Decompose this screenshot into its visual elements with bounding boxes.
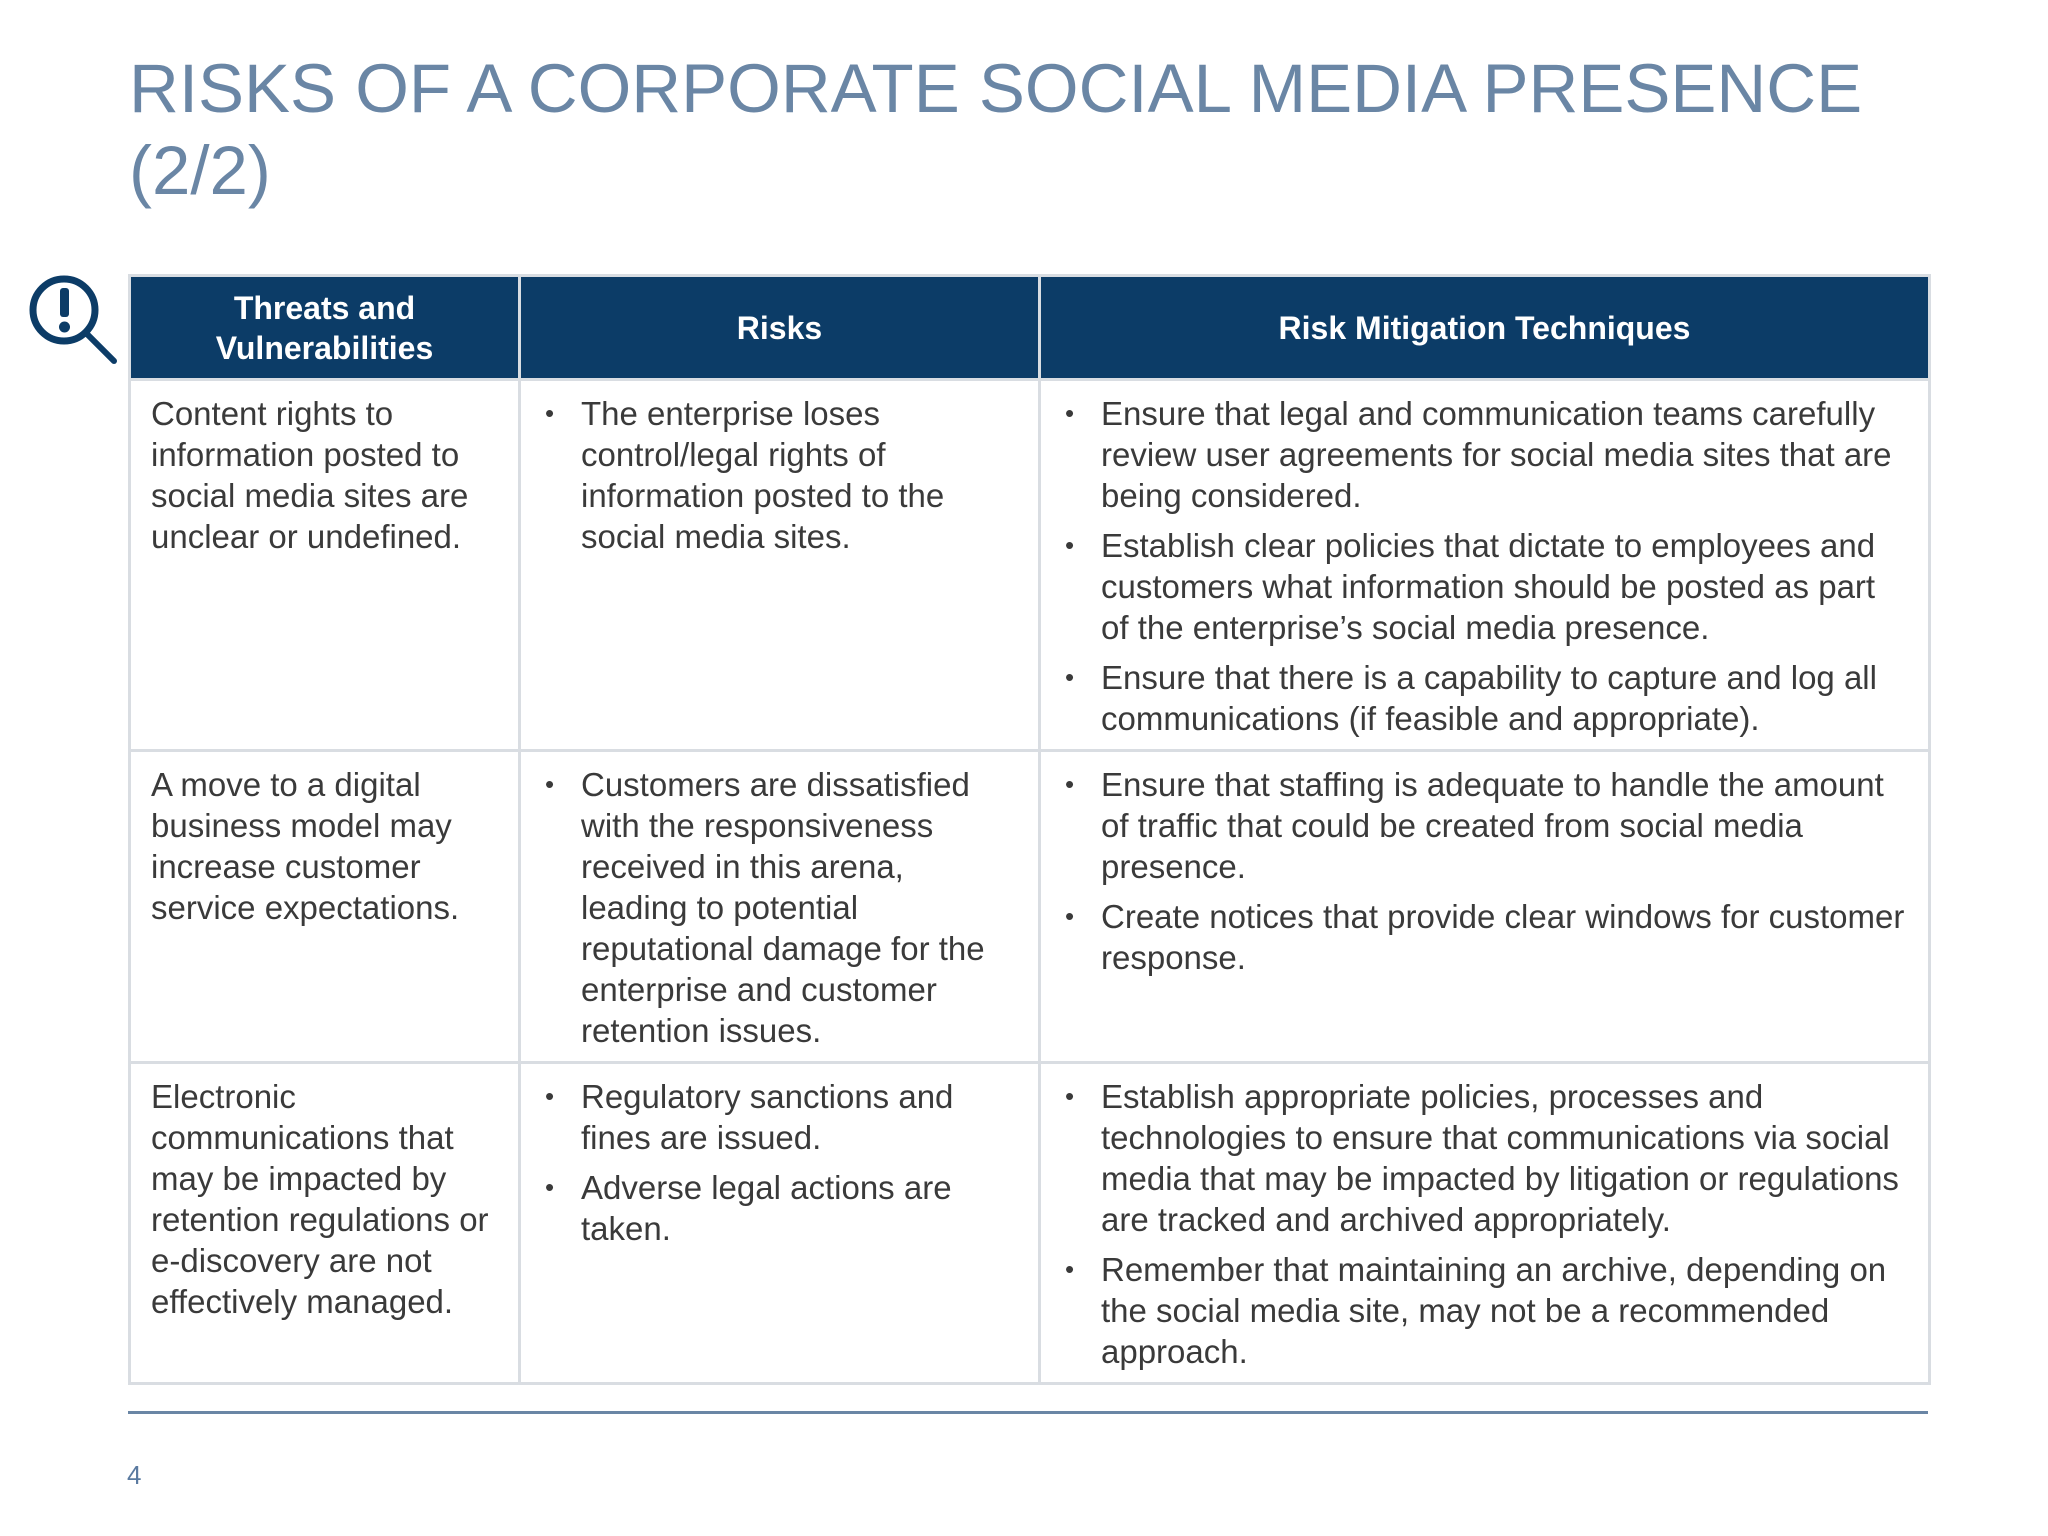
risk-list	[541, 764, 1018, 1051]
risks-cell	[520, 1063, 1040, 1384]
risk-list	[541, 1076, 1018, 1249]
footer-divider	[128, 1411, 1928, 1414]
list-item: • Establish clear policies that dictate to employees and customers what information should be posted as part of the enterprise’s social media presence.	[1061, 525, 1908, 648]
table-row	[130, 751, 1930, 1063]
risks-cell	[520, 751, 1040, 1063]
risk-list	[541, 393, 1018, 557]
list-item: • Ensure that there is a capability to capture and log all communications (if feasible and appropriate).	[1061, 657, 1908, 739]
threat-cell: A move to a digital business model may increase customer service expectations.	[130, 751, 520, 1063]
mitigation-cell	[1040, 751, 1930, 1063]
mitigation-cell	[1040, 380, 1930, 751]
mitigation-cell	[1040, 1063, 1930, 1384]
header-risks: Risks	[520, 276, 1040, 380]
list-item: • Remember that maintaining an archive, depending on the social media site, may not be a recommended approach.	[1061, 1249, 1908, 1372]
threat-cell: Content rights to information posted to social media sites are unclear or undefined.	[130, 380, 520, 751]
mitigation-list	[1061, 393, 1908, 739]
threat-cell: Electronic communications that may be impacted by retention regulations or e-discovery are not effectively managed.	[130, 1063, 520, 1384]
list-item: • Ensure that staffing is adequate to handle the amount of traffic that could be created from social media presence.	[1061, 764, 1908, 887]
header-threats: Threats and Vulnerabilities	[130, 276, 520, 380]
risk-table	[128, 274, 1931, 1385]
risks-cell	[520, 380, 1040, 751]
header-mitigation: Risk Mitigation Techniques	[1040, 276, 1930, 380]
slide-title: RISKS OF A CORPORATE SOCIAL MEDIA PRESENCE (2/2)	[129, 50, 1863, 209]
page-number: 4	[127, 1460, 142, 1490]
list-item: • Customers are dissatisfied with the responsiveness received in this arena, leading to potential reputational damage for the enterprise and customer retention issues.	[541, 764, 1018, 1051]
exclamation-magnifier-icon	[26, 270, 126, 370]
table-header-row	[130, 276, 1930, 380]
table-row	[130, 380, 1930, 751]
list-item: • Establish appropriate policies, processes and technologies to ensure that communications via social media that may be impacted by litigation or regulations are tracked and archived appropriately.	[1061, 1076, 1908, 1240]
list-item: • Regulatory sanctions and fines are issued.	[541, 1076, 1018, 1158]
list-item: • The enterprise loses control/legal rights of information posted to the social media sites.	[541, 393, 1018, 557]
list-item: • Create notices that provide clear windows for customer response.	[1061, 896, 1908, 978]
mitigation-list	[1061, 1076, 1908, 1372]
list-item: • Ensure that legal and communication teams carefully review user agreements for social media sites that are being considered.	[1061, 393, 1908, 516]
mitigation-list	[1061, 764, 1908, 978]
list-item: • Adverse legal actions are taken.	[541, 1167, 1018, 1249]
table-row	[130, 1063, 1930, 1384]
